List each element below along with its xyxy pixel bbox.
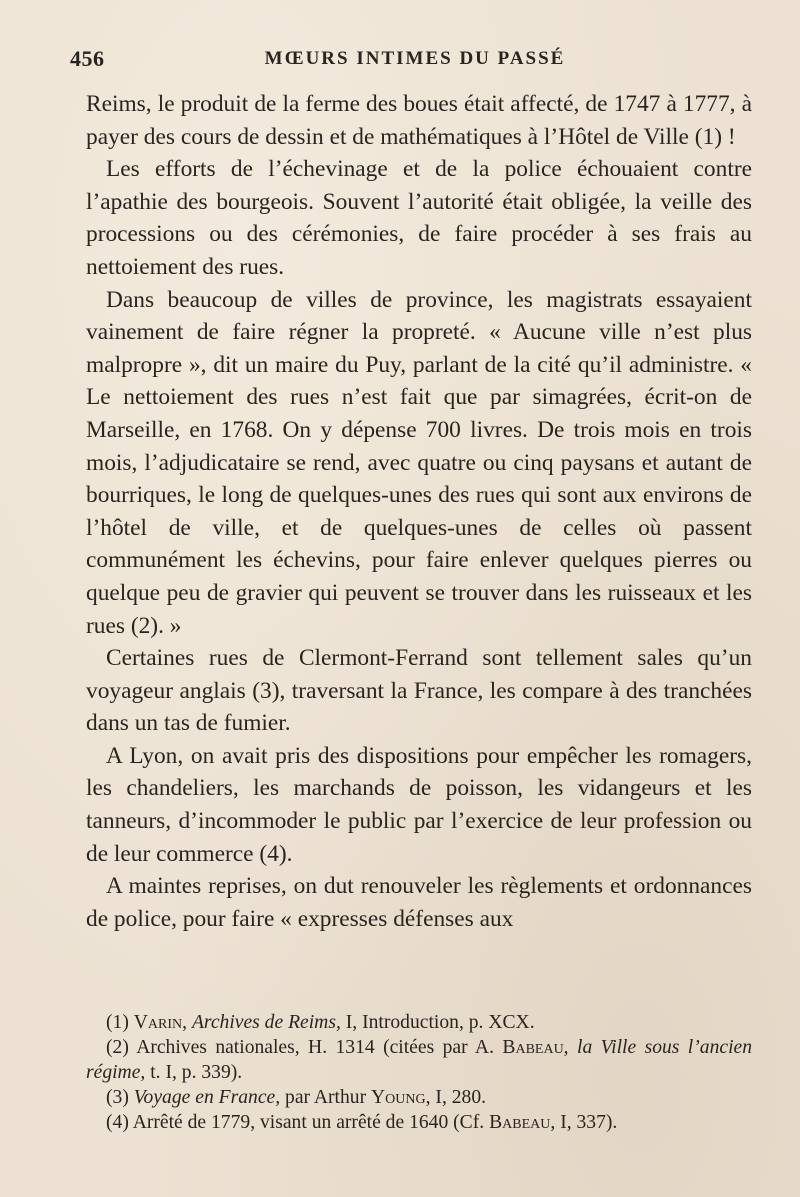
footnote-title: la Ville sous l’ancien régime, xyxy=(86,1037,753,1083)
footnote-title: Voyage en France, xyxy=(133,1087,281,1108)
footnote-author: Babeau, xyxy=(502,1037,569,1058)
page-header xyxy=(70,46,760,72)
footnotes xyxy=(86,1010,752,1135)
footnote-author: Babeau, xyxy=(489,1112,556,1133)
paragraph-5: A Lyon, on avait pris des dispositions pour empêcher les romagers, les chandeliers, les marchands de poisson, les vidangeurs et les tanneurs, d’incommoder le public par l’exercice de leur profession ou de leur commerce (4). xyxy=(86,742,752,867)
paragraph-1: Reims, le produit de la ferme des boues était affecté, de 1747 à 1777, à payer des cours de dessin et de mathématiques à l’Hôtel de Ville (1) ! xyxy=(86,91,752,150)
footnote-marker: (2) xyxy=(106,1037,129,1058)
page-number: 456 xyxy=(70,46,105,71)
footnote-text: I, 280. xyxy=(435,1087,487,1108)
footnote-marker: (4) xyxy=(106,1112,129,1133)
footnote-title: Archives de Reims, xyxy=(191,1012,341,1033)
footnote-text: par Arthur xyxy=(285,1087,367,1108)
footnote-2 xyxy=(86,1035,752,1085)
footnote-text: Archives nationales, H. 1314 (citées par A. xyxy=(136,1037,494,1058)
footnote-4 xyxy=(86,1110,752,1135)
paragraph-2: Les efforts de l’échevinage et de la police échouaient contre l’apathie des bourgeois. Souvent l’autorité était obligée, la veille des processions ou des cérémonies, de faire procéder à ses frais au nettoiement des rues. xyxy=(86,156,752,280)
body-text xyxy=(86,88,752,935)
paragraph-4: Certaines rues de Clermont-Ferrand sont tellement sales qu’un voyageur anglais (3), traversant la France, les compare à des tranchées dans un tas de fumier. xyxy=(86,645,752,737)
paragraph-3: Dans beaucoup de villes de province, les magistrats essayaient vainement de faire régner la propreté. « Aucune ville n’est plus malpropre », dit un maire du Puy, parlant de la cité qu’il administre. « Le nettoiement des rues n’est fait que par simagrées, écrit-on de Marseille, en 1768. On y dépense 700 livres. De trois mois en trois mois, l’adjudicataire se rend, avec quatre ou cinq paysans et autant de bourriques, le long de quelques-unes des rues qui sont aux environs de l’hôtel de ville, et de quelques-unes de celles où passent communément les échevins, pour faire enlever quelques pierres ou quelque peu de gravier qui peuvent se trouver dans les ruisseaux et les rues (2). » xyxy=(86,286,752,639)
footnote-marker: (3) xyxy=(106,1087,129,1108)
running-title: MŒURS INTIMES DU PASSÉ xyxy=(264,48,566,69)
footnote-text: I, Introduction, p. XCX. xyxy=(345,1012,535,1033)
footnote-author: Young, xyxy=(371,1087,431,1108)
paragraph-6: A maintes reprises, on dut renouveler les règlements et ordonnances de police, pour faire « expresses défenses aux xyxy=(86,873,752,932)
footnote-author: Varin, xyxy=(133,1012,188,1033)
footnote-text: t. I, p. 339). xyxy=(150,1062,243,1083)
footnote-1 xyxy=(86,1010,752,1035)
footnote-text: Arrêté de 1779, visant un arrêté de 1640 (Cf. xyxy=(132,1112,485,1133)
footnote-3 xyxy=(86,1085,752,1110)
footnote-marker: (1) xyxy=(106,1012,129,1033)
footnote-text: I, 337). xyxy=(560,1112,618,1133)
